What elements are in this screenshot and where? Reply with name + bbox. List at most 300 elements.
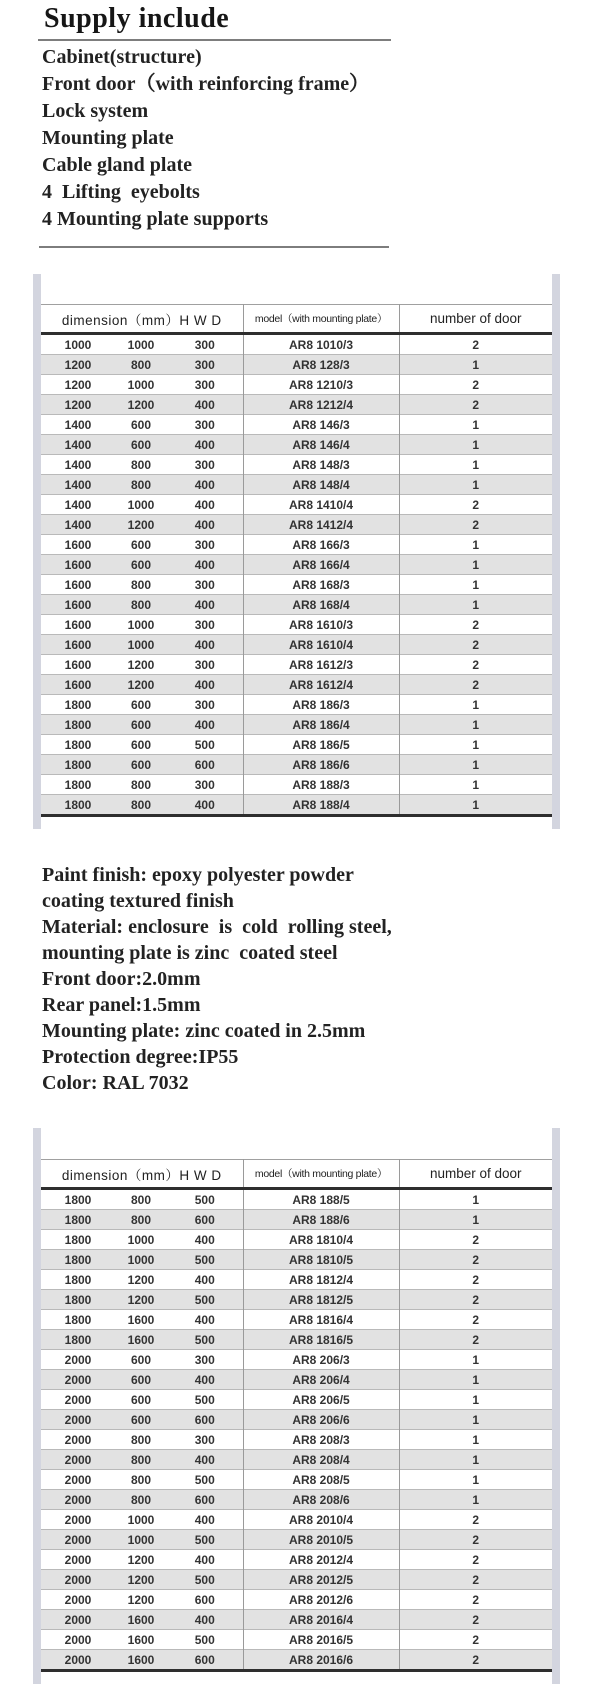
table-row [41, 1270, 552, 1290]
cell-model: AR8 1612/4 [243, 675, 399, 695]
cell-width: 1200 [127, 1292, 155, 1307]
cell-width: 600 [130, 697, 152, 712]
cell-model: AR8 166/3 [243, 535, 399, 555]
cell-width: 1000 [127, 1532, 155, 1547]
cell-width: 800 [130, 597, 152, 612]
cell-model: AR8 208/4 [243, 1450, 399, 1470]
cell-depth: 400 [194, 1512, 215, 1527]
text-line: Cabinet(structure) [42, 46, 202, 68]
cell-model: AR8 208/6 [243, 1490, 399, 1510]
cell-doors: 1 [399, 555, 552, 575]
cell-doors: 1 [399, 1430, 552, 1450]
cell-doors: 1 [399, 695, 552, 715]
cell-height: 1800 [64, 1312, 92, 1327]
cell-height: 1800 [64, 1332, 92, 1347]
cell-height: 1600 [64, 637, 92, 652]
table-row [41, 455, 552, 475]
cell-doors: 2 [399, 1630, 552, 1650]
cell-depth: 500 [194, 1292, 215, 1307]
cell-doors: 1 [399, 535, 552, 555]
cell-doors: 2 [399, 1310, 552, 1330]
cell-height: 2000 [64, 1492, 92, 1507]
cell-depth: 400 [194, 1232, 215, 1247]
page-title: Supply include [44, 3, 230, 34]
cell-doors: 2 [399, 635, 552, 655]
col-header-model: model（with mounting plate） [243, 1160, 399, 1189]
cell-height: 1800 [64, 797, 92, 812]
cell-model: AR8 168/4 [243, 595, 399, 615]
table-row [41, 1250, 552, 1270]
cell-width: 1200 [127, 1272, 155, 1287]
cell-model: AR8 1810/4 [243, 1230, 399, 1250]
cell-height: 2000 [64, 1652, 92, 1667]
cell-doors: 2 [399, 395, 552, 415]
cell-height: 2000 [64, 1512, 92, 1527]
table-row [41, 1410, 552, 1430]
cell-doors: 2 [399, 1330, 552, 1350]
cell-height: 2000 [64, 1612, 92, 1627]
col-header-doors: number of door [399, 305, 552, 334]
cell-height: 1600 [64, 577, 92, 592]
cell-depth: 300 [194, 377, 215, 392]
table-row [41, 635, 552, 655]
cell-model: AR8 2016/5 [243, 1630, 399, 1650]
cell-model: AR8 146/4 [243, 435, 399, 455]
cell-model: AR8 2016/6 [243, 1650, 399, 1671]
cell-doors: 1 [399, 595, 552, 615]
cell-height: 2000 [64, 1592, 92, 1607]
cell-model: AR8 2010/4 [243, 1510, 399, 1530]
text-line: Color: RAL 7032 [42, 1072, 189, 1094]
cell-model: AR8 1212/4 [243, 395, 399, 415]
cell-height: 1400 [64, 437, 92, 452]
cell-width: 600 [130, 757, 152, 772]
cell-depth: 500 [194, 1632, 215, 1647]
cell-doors: 1 [399, 735, 552, 755]
cell-depth: 600 [194, 1652, 215, 1667]
cell-model: AR8 1010/3 [243, 334, 399, 355]
cell-doors: 1 [399, 775, 552, 795]
table-row [41, 1610, 552, 1630]
cell-depth: 400 [194, 437, 215, 452]
table-row [41, 595, 552, 615]
table-row [41, 1590, 552, 1610]
cell-height: 1800 [64, 1212, 92, 1227]
cell-depth: 500 [194, 1332, 215, 1347]
cell-width: 600 [130, 537, 152, 552]
cell-width: 1000 [127, 1252, 155, 1267]
cell-width: 800 [130, 357, 152, 372]
table-row [41, 615, 552, 635]
cell-height: 2000 [64, 1392, 92, 1407]
cell-model: AR8 2012/4 [243, 1550, 399, 1570]
specifications-text [42, 862, 392, 1096]
cell-model: AR8 146/3 [243, 415, 399, 435]
cell-width: 600 [130, 1372, 152, 1387]
cell-height: 2000 [64, 1472, 92, 1487]
table-row [41, 1189, 552, 1210]
model-table-1 [33, 274, 560, 829]
cell-depth: 400 [194, 677, 215, 692]
cell-height: 1800 [64, 1232, 92, 1247]
table-row [41, 1430, 552, 1450]
cell-doors: 1 [399, 1350, 552, 1370]
cell-depth: 600 [194, 1592, 215, 1607]
cell-width: 1600 [127, 1312, 155, 1327]
cell-height: 2000 [64, 1452, 92, 1467]
cell-doors: 2 [399, 1550, 552, 1570]
cell-height: 1600 [64, 557, 92, 572]
cell-model: AR8 186/6 [243, 755, 399, 775]
cell-model: AR8 166/4 [243, 555, 399, 575]
cell-model: AR8 1816/4 [243, 1310, 399, 1330]
cell-depth: 400 [194, 1272, 215, 1287]
cell-model: AR8 208/3 [243, 1430, 399, 1450]
text-line: Paint finish: epoxy polyester powder [42, 864, 354, 886]
table-row [41, 495, 552, 515]
cell-doors: 1 [399, 355, 552, 375]
cell-doors: 2 [399, 1230, 552, 1250]
cell-height: 1000 [64, 337, 92, 352]
cell-height: 2000 [64, 1532, 92, 1547]
cell-depth: 500 [194, 1472, 215, 1487]
cell-width: 800 [130, 1472, 152, 1487]
cell-height: 1800 [64, 717, 92, 732]
table-row [41, 735, 552, 755]
cell-depth: 400 [194, 497, 215, 512]
cell-width: 800 [130, 577, 152, 592]
cell-doors: 1 [399, 1189, 552, 1210]
cell-model: AR8 2012/6 [243, 1590, 399, 1610]
cell-width: 1200 [127, 1572, 155, 1587]
cell-width: 1600 [127, 1652, 155, 1667]
cell-depth: 500 [194, 1572, 215, 1587]
cell-height: 2000 [64, 1352, 92, 1367]
table-row [41, 795, 552, 816]
cell-model: AR8 186/5 [243, 735, 399, 755]
cell-depth: 500 [194, 1192, 215, 1207]
col-header-dimension: dimension（mm）H W D [41, 305, 243, 334]
text-line: mounting plate is zinc coated steel [42, 942, 338, 964]
cell-doors: 1 [399, 1390, 552, 1410]
cell-width: 1200 [127, 517, 155, 532]
text-line: Protection degree:IP55 [42, 1046, 239, 1068]
cell-model: AR8 1612/3 [243, 655, 399, 675]
cell-height: 2000 [64, 1632, 92, 1647]
cell-depth: 400 [194, 477, 215, 492]
table-row [41, 1370, 552, 1390]
cell-depth: 400 [194, 1552, 215, 1567]
col-header-dimension: dimension（mm）H W D [41, 1160, 243, 1189]
cell-width: 800 [130, 777, 152, 792]
cell-doors: 1 [399, 755, 552, 775]
text-line: coating textured finish [42, 890, 234, 912]
col-header-model: model（with mounting plate） [243, 305, 399, 334]
cell-width: 800 [130, 477, 152, 492]
cell-height: 1600 [64, 597, 92, 612]
text-line: Lock system [42, 100, 149, 122]
cell-height: 1800 [64, 1272, 92, 1287]
cell-model: AR8 206/6 [243, 1410, 399, 1430]
cell-model: AR8 206/4 [243, 1370, 399, 1390]
table-row [41, 695, 552, 715]
cell-depth: 500 [194, 1532, 215, 1547]
cell-height: 1400 [64, 477, 92, 492]
cell-doors: 2 [399, 675, 552, 695]
cell-doors: 2 [399, 334, 552, 355]
cell-model: AR8 1610/4 [243, 635, 399, 655]
cell-height: 2000 [64, 1552, 92, 1567]
table-row [41, 555, 552, 575]
cell-depth: 400 [194, 1612, 215, 1627]
table-row [41, 1310, 552, 1330]
cell-model: AR8 168/3 [243, 575, 399, 595]
cell-doors: 2 [399, 1590, 552, 1610]
cell-height: 1400 [64, 497, 92, 512]
cell-doors: 1 [399, 1450, 552, 1470]
cell-model: AR8 208/5 [243, 1470, 399, 1490]
cell-height: 1600 [64, 537, 92, 552]
cell-model: AR8 1610/3 [243, 615, 399, 635]
cell-width: 1200 [127, 1592, 155, 1607]
cell-width: 600 [130, 1352, 152, 1367]
cell-width: 800 [130, 1452, 152, 1467]
cell-doors: 2 [399, 655, 552, 675]
cell-width: 600 [130, 417, 152, 432]
cell-depth: 300 [194, 657, 215, 672]
cell-height: 1400 [64, 517, 92, 532]
table-row [41, 1210, 552, 1230]
cell-doors: 2 [399, 495, 552, 515]
cell-depth: 300 [194, 457, 215, 472]
cell-height: 1800 [64, 737, 92, 752]
cell-depth: 600 [194, 1492, 215, 1507]
cell-height: 1800 [64, 697, 92, 712]
cell-model: AR8 128/3 [243, 355, 399, 375]
cell-width: 1000 [127, 497, 155, 512]
cell-model: AR8 2016/4 [243, 1610, 399, 1630]
text-line: Cable gland plate [42, 154, 193, 176]
cell-model: AR8 188/4 [243, 795, 399, 816]
cell-depth: 300 [194, 1352, 215, 1367]
cell-depth: 300 [194, 777, 215, 792]
cell-depth: 600 [194, 757, 215, 772]
table-row [41, 655, 552, 675]
table-row [41, 575, 552, 595]
text-line: Mounting plate [42, 127, 174, 149]
cell-depth: 300 [194, 577, 215, 592]
cell-width: 600 [130, 1412, 152, 1427]
cell-model: AR8 188/5 [243, 1189, 399, 1210]
cell-width: 1200 [127, 397, 155, 412]
cell-depth: 400 [194, 557, 215, 572]
text-line: 4 Lifting eyebolts [42, 181, 200, 203]
cell-depth: 400 [194, 397, 215, 412]
table-row [41, 1390, 552, 1410]
cell-width: 1000 [127, 377, 155, 392]
cell-depth: 400 [194, 637, 215, 652]
cell-height: 1800 [64, 757, 92, 772]
table-row [41, 1490, 552, 1510]
cell-width: 1200 [127, 657, 155, 672]
cell-depth: 300 [194, 337, 215, 352]
cell-height: 1200 [64, 377, 92, 392]
text-line: Mounting plate: zinc coated in 2.5mm [42, 1020, 366, 1042]
cell-width: 600 [130, 1392, 152, 1407]
cell-depth: 400 [194, 597, 215, 612]
cell-model: AR8 188/6 [243, 1210, 399, 1230]
table-row [41, 1350, 552, 1370]
cell-doors: 2 [399, 1530, 552, 1550]
cell-depth: 300 [194, 417, 215, 432]
table-row [41, 334, 552, 355]
cell-width: 800 [130, 457, 152, 472]
cell-width: 600 [130, 437, 152, 452]
cell-height: 1600 [64, 617, 92, 632]
table-row [41, 1470, 552, 1490]
cell-doors: 1 [399, 795, 552, 816]
cell-depth: 400 [194, 797, 215, 812]
cell-model: AR8 206/5 [243, 1390, 399, 1410]
cell-depth: 400 [194, 517, 215, 532]
table-row [41, 1510, 552, 1530]
cell-height: 1800 [64, 1252, 92, 1267]
cell-width: 800 [130, 1492, 152, 1507]
cell-model: AR8 1210/3 [243, 375, 399, 395]
supply-include-list [42, 44, 369, 233]
cell-doors: 2 [399, 1250, 552, 1270]
cell-depth: 500 [194, 1392, 215, 1407]
table-row [41, 395, 552, 415]
text-line: Front door:2.0mm [42, 968, 201, 990]
table-row [41, 1570, 552, 1590]
cell-width: 1600 [127, 1632, 155, 1647]
spec-table [41, 304, 552, 817]
cell-doors: 1 [399, 475, 552, 495]
cell-doors: 2 [399, 1650, 552, 1671]
cell-height: 1600 [64, 657, 92, 672]
cell-width: 1000 [127, 1232, 155, 1247]
cell-doors: 1 [399, 1490, 552, 1510]
cell-doors: 2 [399, 1270, 552, 1290]
table-row [41, 1230, 552, 1250]
table-row [41, 355, 552, 375]
cell-depth: 500 [194, 1252, 215, 1267]
cell-height: 1800 [64, 1292, 92, 1307]
cell-height: 1800 [64, 1192, 92, 1207]
cell-depth: 300 [194, 617, 215, 632]
cell-height: 1200 [64, 357, 92, 372]
cell-width: 600 [130, 717, 152, 732]
cell-doors: 1 [399, 1210, 552, 1230]
table-row [41, 675, 552, 695]
cell-width: 1000 [127, 617, 155, 632]
cell-width: 1600 [127, 1612, 155, 1627]
cell-model: AR8 188/3 [243, 775, 399, 795]
text-line: Rear panel:1.5mm [42, 994, 201, 1016]
table-row [41, 375, 552, 395]
cell-height: 2000 [64, 1412, 92, 1427]
table-row [41, 1630, 552, 1650]
cell-width: 800 [130, 1432, 152, 1447]
table-row [41, 435, 552, 455]
cell-doors: 1 [399, 435, 552, 455]
cell-height: 1600 [64, 677, 92, 692]
cell-doors: 1 [399, 1410, 552, 1430]
cell-doors: 1 [399, 1370, 552, 1390]
text-line: 4 Mounting plate supports [42, 208, 269, 230]
cell-model: AR8 1816/5 [243, 1330, 399, 1350]
title-underline [38, 39, 391, 41]
cell-depth: 300 [194, 357, 215, 372]
table-row [41, 475, 552, 495]
cell-width: 1000 [127, 337, 155, 352]
text-line: Material: enclosure is cold rolling steel, [42, 916, 392, 938]
cell-width: 1000 [127, 637, 155, 652]
cell-doors: 2 [399, 1570, 552, 1590]
table-row [41, 1550, 552, 1570]
table-row [41, 715, 552, 735]
cell-doors: 1 [399, 715, 552, 735]
cell-doors: 1 [399, 575, 552, 595]
cell-model: AR8 2012/5 [243, 1570, 399, 1590]
cell-depth: 400 [194, 717, 215, 732]
cell-depth: 300 [194, 697, 215, 712]
cell-model: AR8 148/3 [243, 455, 399, 475]
table-row [41, 535, 552, 555]
cell-width: 1000 [127, 1512, 155, 1527]
table-row [41, 1290, 552, 1310]
table-row [41, 1330, 552, 1350]
table-row [41, 1450, 552, 1470]
cell-doors: 1 [399, 1470, 552, 1490]
cell-doors: 2 [399, 1610, 552, 1630]
table-row [41, 515, 552, 535]
text-line: Front door（with reinforcing frame） [42, 73, 370, 95]
cell-height: 2000 [64, 1372, 92, 1387]
cell-width: 1600 [127, 1332, 155, 1347]
table-header-row [41, 305, 552, 334]
cell-depth: 400 [194, 1312, 215, 1327]
cell-height: 1800 [64, 777, 92, 792]
cell-height: 1400 [64, 457, 92, 472]
cell-doors: 2 [399, 1290, 552, 1310]
cell-height: 1200 [64, 397, 92, 412]
model-table-2 [33, 1128, 560, 1684]
cell-model: AR8 186/3 [243, 695, 399, 715]
table-row [41, 1650, 552, 1671]
cell-model: AR8 1410/4 [243, 495, 399, 515]
cell-model: AR8 148/4 [243, 475, 399, 495]
cell-doors: 2 [399, 615, 552, 635]
cell-width: 800 [130, 1192, 152, 1207]
cell-doors: 2 [399, 515, 552, 535]
cell-width: 800 [130, 1212, 152, 1227]
cell-width: 1200 [127, 1552, 155, 1567]
cell-depth: 600 [194, 1412, 215, 1427]
cell-doors: 2 [399, 1510, 552, 1530]
section-divider [39, 246, 389, 248]
cell-model: AR8 186/4 [243, 715, 399, 735]
cell-depth: 400 [194, 1452, 215, 1467]
cell-height: 2000 [64, 1572, 92, 1587]
cell-model: AR8 1412/4 [243, 515, 399, 535]
cell-doors: 1 [399, 415, 552, 435]
col-header-doors: number of door [399, 1160, 552, 1189]
cell-width: 1200 [127, 677, 155, 692]
table-row [41, 755, 552, 775]
cell-model: AR8 2010/5 [243, 1530, 399, 1550]
